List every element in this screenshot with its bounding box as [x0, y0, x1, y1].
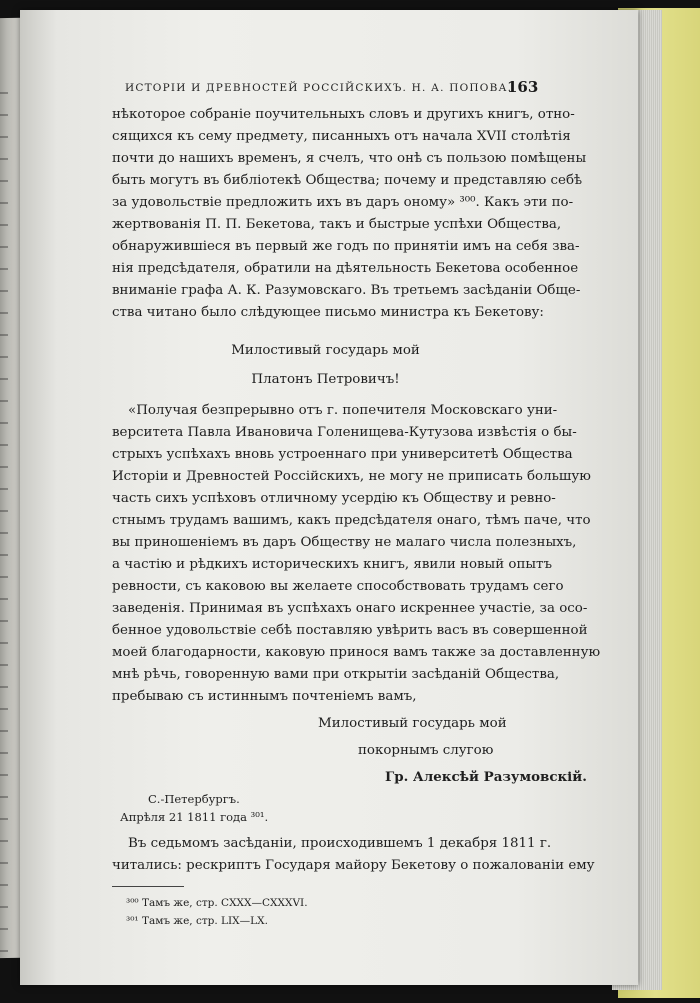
text-line: сящихся къ сему предмету, писанныхъ отъ начала XVII столѣтія [112, 129, 571, 144]
text-line: «Получая безпрерывно отъ г. попечителя Московскаго уни- [128, 403, 558, 418]
running-head: ИСТОРІИ И ДРЕВНОСТЕЙ РОССІЙСКИХЪ. Н. А. ПОПОВА. [125, 82, 513, 94]
left-page-text-fragment [0, 78, 8, 958]
text-line: стрыхъ успѣхахъ вновь устроеннаго при университетѣ Общества [112, 447, 573, 462]
letter-signature: Гр. Алексѣй Разумовскій. [385, 769, 587, 785]
text-line: обнаружившіеся въ первый же годъ по принятіи имъ на себя зва- [112, 239, 580, 254]
letter-salutation: Милостивый государь мой [231, 343, 420, 358]
text-line: ревности, съ каковою вы желаете способствовать трудамъ сего [112, 579, 564, 594]
letter-place: С.-Петербургъ. [148, 792, 240, 806]
text-line: Въ седьмомъ засѣданіи, происходившемъ 1 декабря 1811 г. [128, 836, 552, 851]
text-line: нѣкоторое собраніе поучительныхъ словъ и другихъ книгъ, отно- [112, 107, 575, 122]
letter-date: Апрѣля 21 1811 года ³⁰¹. [120, 810, 269, 824]
text-line: мнѣ рѣчь, говоренную вами при открытіи засѣданій Общества, [112, 667, 560, 682]
text-line: ства читано было слѣдующее письмо министра къ Бекетову: [112, 305, 544, 320]
text-line: Исторіи и Древностей Россійскихъ, не могу не приписать большую [112, 469, 591, 484]
text-line: быть могутъ въ библіотекѣ Общества; почему и представляю себѣ [112, 173, 583, 188]
letter-closing-servant: покорнымъ слугою [358, 743, 494, 758]
text-line: вниманіе графа А. К. Разумовскаго. Въ третьемъ засѣданіи Обще- [112, 283, 581, 298]
footnote-rule [112, 886, 184, 887]
text-line: часть сихъ успѣховъ отличному усердію къ Обществу и ревно- [112, 491, 556, 506]
text-line: верситета Павла Ивановича Голенищева-Кутузова извѣстія о бы- [112, 425, 577, 440]
text-line: стнымъ трудамъ вашимъ, какъ предсѣдателя онаго, тѣмъ паче, что [112, 513, 591, 528]
footnote-300: ³⁰⁰ Тамъ же, стр. CXXX—CXXXVI. [126, 897, 308, 909]
text-line: пребываю съ истиннымъ почтеніемъ вамъ, [112, 689, 417, 704]
text-line: читались: рескриптъ Государя майору Бекетову о пожалованіи ему [112, 858, 595, 873]
page-number: 163 [507, 78, 539, 96]
text-line: моей благодарности, каковую принося вамъ также за доставленную [112, 645, 601, 660]
left-page-edge [0, 18, 22, 959]
text-line: вы приношеніемъ въ даръ Обществу не малаго числа полезныхъ, [112, 535, 577, 550]
text-line: заведенія. Принимая въ успѣхахъ онаго искреннее участіе, за осо- [112, 601, 588, 616]
text-line: за удовольствіе предложить ихъ въ даръ оному» ³⁰⁰. Какъ эти по- [112, 195, 574, 210]
book-page [20, 10, 638, 985]
letter-closing: Милостивый государь мой [318, 716, 507, 731]
text-line: бенное удовольствіе себѣ поставляю увѣрить васъ въ совершенной [112, 623, 588, 638]
letter-addressee: Платонъ Петровичъ! [251, 372, 400, 387]
footnote-301: ³⁰¹ Тамъ же, стр. LIX—LX. [126, 915, 268, 927]
text-line: почти до нашихъ временъ, я счелъ, что онѣ съ пользою помѣщены [112, 151, 587, 166]
text-line: а частію и рѣдкихъ историческихъ книгъ, явили новый опытъ [112, 557, 552, 572]
text-line: нія предсѣдателя, обратили на дѣятельность Бекетова особенное [112, 261, 579, 276]
text-line: жертвованія П. П. Бекетова, такъ и быстрые успѣхи Общества, [112, 217, 562, 232]
